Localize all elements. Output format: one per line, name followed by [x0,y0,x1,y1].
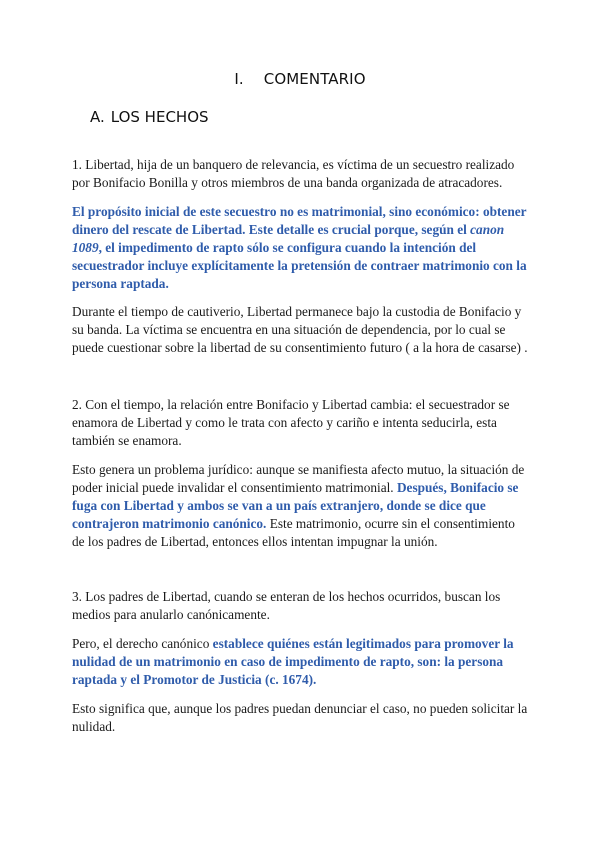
paragraph-purpose-highlight [72,203,528,293]
paragraph-conclusion: Esto significa que, aunque los padres puedan denunciar el caso, no pueden solicitar la nulidad. [72,701,528,734]
subsection-number: A. [90,108,105,126]
paragraph-fact-2: 2. Con el tiempo, la relación entre Bonifacio y Libertad cambia: el secuestrador se enamora de Libertad y como le trata con afecto y cariño e intenta seducirla, esta también se enamora. [72,397,510,448]
purpose-text-1: El propósito inicial de este secuestro no es matrimonial, sino económico: obtener dinero del rescate de Libertad. Este detalle es crucial porque, según el [72,204,527,237]
paragraph-canon-law [72,635,528,689]
legal-problem-text-1: Esto genera un problema jurídico: aunque se manifiesta afecto mutuo, la situación de poder inicial puede invalidar el consentimiento matrimonial. [72,462,525,495]
paragraph-captivity: Durante el tiempo de cautiverio, Libertad permanece bajo la custodia de Bonifacio y su banda. La víctima se encuentra en una situación de dependencia, por lo cual se puede cuestionar sobre la libertad de su consentimiento futuro ( a la hora de casarse) . [72,304,528,355]
paragraph-fact-1: 1. Libertad, hija de un banquero de relevancia, es víctima de un secuestro realizado por Bonifacio Bonilla y otros miembros de una banda organizada de atracadores. [72,157,515,190]
canon-law-text: Pero, el derecho canónico [72,636,213,651]
paragraph-legal-problem [72,461,528,551]
legitimation-highlight: establece quiénes están legitimados para promover la nulidad de un matrimonio en caso de impedimento de rapto, son: la persona raptada y el Promotor de Justicia (c. 1674). [72,636,514,687]
section-title: COMENTARIO [263,70,366,88]
canon-reference: canon 1089 [72,222,505,255]
purpose-text-2: , el impedimento de rapto sólo se configura cuando la intención del secuestrador incluye explícitamente la pretensión de contraer matrimonio con la persona raptada. [72,240,527,291]
legal-problem-text-2: Este matrimonio, ocurre sin el consentimiento de los padres de Libertad, entonces ellos intentan impugnar la unión. [72,516,515,549]
section-heading-comentario [0,70,600,88]
paragraph-fact-3: 3. Los padres de Libertad, cuando se enteran de los hechos ocurridos, buscan los medios para anularlo canónicamente. [72,589,501,622]
section-number: I. [234,70,244,88]
escape-highlight: Después, Bonifacio se fuga con Libertad y ambos se van a un país extranjero, donde se dice que contrajeron matrimonio canónico. [72,480,519,531]
subsection-title: LOS HECHOS [110,108,209,126]
subsection-heading-hechos [90,108,209,126]
